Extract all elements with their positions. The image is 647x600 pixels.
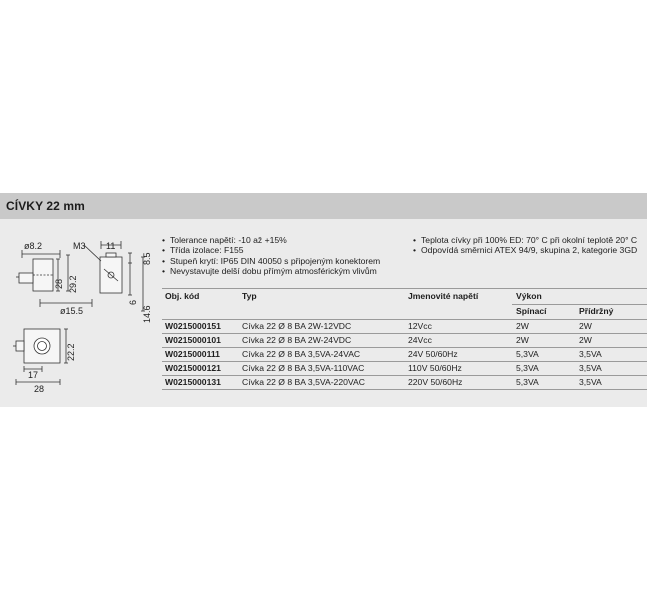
dim-w17: 17 [28, 370, 39, 380]
coil-drawing-svg [0, 233, 160, 403]
cell-voltage: 220V 50/60Hz [408, 377, 463, 387]
header-code: Obj. kód [165, 291, 200, 301]
spec-item: • Nevystavujte delší dobu přímým atmosférickým vlivům [162, 266, 412, 276]
table-rule [512, 304, 647, 305]
cell-holding: 3,5VA [579, 349, 602, 359]
cell-type: Cívka 22 Ø 8 BA 3,5VA-220VAC [242, 377, 365, 387]
table-rule [162, 333, 647, 334]
table-rule [162, 389, 647, 390]
cell-type: Cívka 22 Ø 8 BA 3,5VA-110VAC [242, 363, 365, 373]
header-power: Výkon [516, 291, 542, 301]
table-rule [162, 361, 647, 362]
cell-switching: 5,3VA [516, 363, 539, 373]
dim-w28: 28 [34, 384, 45, 394]
table-row [162, 377, 647, 389]
dim-h29-2: 29.2 [68, 275, 78, 293]
table-rule [162, 319, 647, 320]
header-holding: Přídržný [579, 306, 614, 316]
section-title: CÍVKY 22 mm [6, 199, 85, 213]
cell-code: W0215000151 [165, 321, 221, 331]
table-header-row [162, 291, 647, 303]
cell-code: W0215000111 [165, 349, 220, 359]
spec-item: • Tolerance napětí: -10 až +15% [162, 235, 412, 245]
table-rule [162, 288, 647, 289]
dim-d15-5: ø15.5 [60, 306, 84, 316]
cell-code: W0215000121 [165, 363, 221, 373]
dim-h22-2: 22.2 [66, 343, 76, 361]
table-row [162, 363, 647, 375]
specs-list-left [162, 235, 412, 277]
dim-h28: 28 [54, 278, 64, 289]
cell-type: Cívka 22 Ø 8 BA 3,5VA-24VAC [242, 349, 361, 359]
cell-switching: 5,3VA [516, 349, 539, 359]
cell-switching: 2W [516, 335, 529, 345]
specs-list-right [413, 235, 647, 256]
spec-item: • Odpovídá směrnici ATEX 94/9, skupina 2, kategorie 3GD [413, 245, 647, 255]
header-switching: Spínací [516, 306, 547, 316]
table-rule [162, 347, 647, 348]
cell-code: W0215000131 [165, 377, 221, 387]
cell-voltage: 24V 50/60Hz [408, 349, 458, 359]
cell-switching: 5,3VA [516, 377, 539, 387]
cell-holding: 2W [579, 335, 592, 345]
cell-voltage: 110V 50/60Hz [408, 363, 462, 373]
dim-h14-6: 14.6 [142, 305, 152, 323]
table-subheader-row [162, 306, 647, 318]
spec-item: • Stupeň krytí: IP65 DIN 40050 s připojeným konektorem [162, 256, 412, 266]
table-row [162, 349, 647, 361]
cell-type: Cívka 22 Ø 8 BA 2W-24VDC [242, 335, 352, 345]
section-header [0, 193, 647, 219]
cell-holding: 2W [579, 321, 592, 331]
spec-item: • Teplota cívky při 100% ED: 70° C při okolní teplotě 20° C [413, 235, 647, 245]
spec-item: • Třída izolace: F155 [162, 245, 412, 255]
cell-holding: 3,5VA [579, 363, 602, 373]
cell-holding: 3,5VA [579, 377, 602, 387]
header-voltage: Jmenovité napětí [408, 291, 479, 301]
dim-m3: M3 [73, 241, 86, 251]
dim-w11: 11 [106, 241, 116, 251]
cell-type: Cívka 22 Ø 8 BA 2W-12VDC [242, 321, 352, 331]
coil-technical-drawing [0, 233, 160, 403]
dim-h6: 6 [128, 299, 138, 305]
cell-voltage: 24Vcc [408, 335, 432, 345]
dim-d8-2: ø8.2 [24, 241, 43, 251]
cell-switching: 2W [516, 321, 529, 331]
table-row [162, 335, 647, 347]
catalog-panel [0, 193, 647, 407]
table-row [162, 321, 647, 333]
dim-h8-5: 8.5 [142, 252, 152, 265]
cell-voltage: 12Vcc [408, 321, 432, 331]
cell-code: W0215000101 [165, 335, 221, 345]
header-type: Typ [242, 291, 257, 301]
table-rule [162, 375, 647, 376]
